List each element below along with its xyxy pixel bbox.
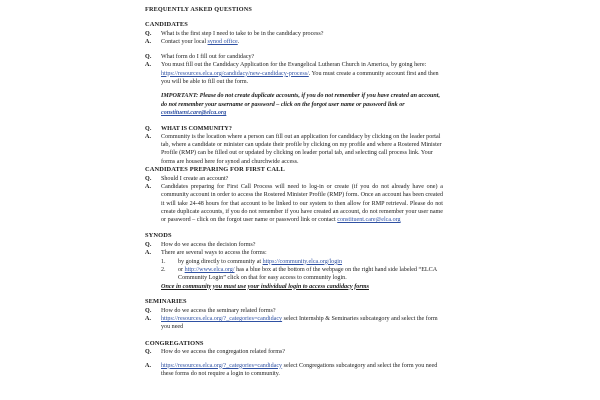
qa-seminaries-a bbox=[145, 315, 443, 332]
answer-text-suffix: select Congregations subcategory and select the form you need these forms do not require a login to community. bbox=[161, 362, 438, 377]
question-text: How do we access the decision forms? bbox=[161, 242, 256, 249]
constituent-care-email-link[interactable]: constituent.care@elca.org bbox=[161, 110, 227, 117]
qa-community-a bbox=[145, 133, 443, 166]
question-label: Q. bbox=[145, 30, 152, 37]
resources-candidacy-link[interactable]: https://resources.elca.org/?_categories=candidacy bbox=[161, 362, 283, 369]
section-heading-congregations: CONGREGATIONS bbox=[145, 339, 204, 347]
answer-text-prefix: Candidates preparing for First Call Process will need to log-in or create (if you do not already have one) a community account in order to access the Rostered Minister Profile (RMP) form. Once an account has been created it will take 24-48 hours for that account to be linked to our system to then allow for RMP retrieval. Please do not create duplicate accounts, if you do not remember if you have created an account, do not remember your user name or password – click on the forgot user name or password link or contact bbox=[161, 183, 443, 224]
qa-community-q bbox=[145, 125, 443, 133]
list-item-number: 2. bbox=[161, 266, 166, 273]
answer-text-prefix: You must fill out the Candidacy Application for the Evangelical Lutheran Church in America, by going here: bbox=[161, 62, 427, 69]
spacer bbox=[145, 224, 443, 232]
page-title: FREQUENTLY ASKED QUESTIONS bbox=[145, 6, 253, 13]
answer-label: A. bbox=[145, 362, 152, 369]
synod-office-link[interactable]: synod office bbox=[207, 38, 238, 45]
answer-label: A. bbox=[145, 250, 152, 257]
question-label: Q. bbox=[145, 125, 152, 132]
list-item-text-prefix: by going directly to community at bbox=[178, 258, 263, 265]
spacer bbox=[145, 118, 443, 125]
spacer bbox=[145, 46, 443, 53]
section-heading-first-call: CANDIDATES PREPARING FOR FIRST CALL bbox=[145, 166, 285, 174]
answer-text-suffix: select Internship & Seminaries subcategory and select the form you need bbox=[161, 316, 438, 331]
synods-emphasis-note: Once in community you must use your individual login to access candidacy forms bbox=[161, 282, 369, 290]
qa-congregations-q bbox=[145, 348, 443, 356]
synods-access-list bbox=[161, 258, 443, 283]
question-text: How do we access the seminary related forms? bbox=[161, 307, 276, 314]
new-candidacy-process-link[interactable]: https://resources.elca.org/candidacy/new-candidacy-process/ bbox=[161, 70, 309, 77]
constituent-care-email-link[interactable]: constituent.care@elca.org bbox=[337, 217, 401, 224]
question-text: What is the first step I need to take to be in the candidacy process? bbox=[161, 30, 324, 37]
answer-text bbox=[161, 183, 443, 224]
answer-text bbox=[161, 362, 443, 379]
list-item-text-suffix: has a blue box at the bottom of the webpage on the right hand side labeled “ELCA Community Login” click on that for easy access to community login. bbox=[178, 266, 437, 282]
question-label: Q. bbox=[145, 242, 152, 249]
spacer bbox=[145, 291, 443, 298]
qa-candidates-a2 bbox=[145, 61, 443, 86]
question-label: Q. bbox=[145, 307, 152, 314]
qa-seminaries-q bbox=[145, 307, 443, 315]
question-text: What form do I fill out for candidacy? bbox=[161, 54, 255, 61]
important-notice bbox=[161, 92, 443, 117]
question-label: Q. bbox=[145, 54, 152, 61]
section-heading-synods: SYNODS bbox=[145, 232, 172, 240]
list-item-text bbox=[178, 258, 443, 266]
resources-candidacy-link[interactable]: https://resources.elca.org/?_categories=candidacy bbox=[161, 316, 283, 323]
qa-congregations-a bbox=[145, 362, 443, 379]
answer-label: A. bbox=[145, 133, 152, 140]
community-question-text: WHAT IS COMMUNITY? bbox=[161, 125, 232, 132]
list-item-text-prefix: or bbox=[178, 266, 185, 273]
list-item-number: 1. bbox=[161, 258, 166, 265]
important-notice-text: IMPORTANT: Please do not create duplicate accounts, if you do not remember if you have created an account, do not remember your username or password – click on the forgot user name or password link or bbox=[161, 93, 440, 108]
qa-first-call-q bbox=[145, 175, 443, 183]
answer-text-prefix: Contact your local bbox=[161, 38, 208, 45]
section-heading-candidates: CANDIDATES bbox=[145, 21, 188, 28]
list-item bbox=[161, 258, 443, 266]
answer-label: A. bbox=[145, 38, 152, 45]
qa-candidates-q1 bbox=[145, 30, 443, 38]
answer-label: A. bbox=[145, 183, 152, 190]
list-item-text bbox=[178, 266, 443, 283]
question-text: Should I create an account? bbox=[161, 175, 229, 182]
answer-text-suffix: . bbox=[237, 38, 240, 45]
community-login-link[interactable]: https://community.elca.org/login bbox=[262, 258, 343, 265]
community-answer-text: Community is the location where a person can fill out an application for candidacy by clicking on the leader portal tab, where a candidate or minister can update their profile by clicking on my profile and where a Rostered Minister Profile (RMP) can be filled out or updated by clicking on leader portal tab, and selecting call process link. Your forms are housed here for synod and churchwide access. bbox=[161, 133, 442, 165]
answer-label: A. bbox=[145, 316, 152, 323]
elca-org-link[interactable]: http://www.elca.org/ bbox=[184, 266, 235, 273]
answer-text bbox=[161, 315, 443, 332]
qa-synods-a bbox=[145, 249, 443, 257]
answer-text bbox=[161, 61, 443, 86]
qa-synods-q bbox=[145, 241, 443, 249]
qa-candidates-q2 bbox=[145, 53, 443, 61]
qa-candidates-a1 bbox=[145, 38, 443, 46]
answer-text bbox=[161, 38, 443, 46]
answer-label: A. bbox=[145, 62, 152, 69]
answer-text-suffix: . You must create a community account first and then you will be able to fill out the form. bbox=[161, 70, 439, 86]
question-text: How do we access the congregation related forms? bbox=[161, 349, 286, 356]
qa-first-call-a bbox=[145, 183, 443, 224]
list-item bbox=[161, 266, 443, 283]
section-heading-seminaries: SEMINARIES bbox=[145, 298, 187, 306]
answer-text: There are several ways to access the forms: bbox=[161, 250, 267, 257]
question-label: Q. bbox=[145, 175, 152, 182]
question-label: Q. bbox=[145, 349, 152, 356]
spacer bbox=[145, 332, 443, 340]
